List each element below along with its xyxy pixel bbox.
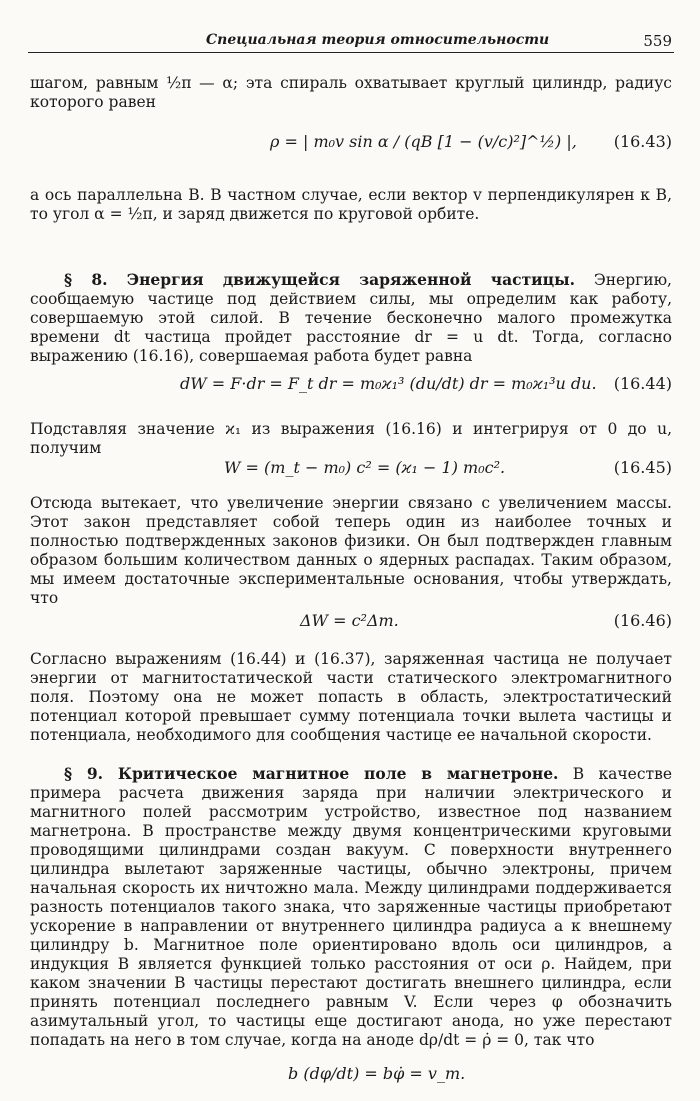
equation-number-16-46: (16.46) — [613, 611, 672, 630]
paragraph-6: Согласно выражениям (16.44) и (16.37), заряженная частица не получает энергии от магнитостатической части статического электромагнитного поля. Поэтому она не может попасть в область, электростатический потенциал которой превышает сумму потенциала точки вылета частицы и потенциала, необходимого для сообщения частице ее начальной скорости. — [30, 650, 672, 744]
running-header — [28, 30, 674, 53]
equation-16-46: ΔW = c²Δm. — [300, 611, 399, 630]
paragraph-2: а ось параллельна B. В частном случае, если вектор v перпендикулярен к B, то угол α = ½π, и заряд движется по круговой орбите. — [30, 186, 672, 223]
paragraph-4: Подставляя значение ϰ₁ из выражения (16.16) и интегрируя от 0 до u, получим — [30, 420, 672, 457]
section-8-paragraph — [30, 270, 672, 366]
section-8-heading: § 8. Энергия движущейся заряженной частицы. — [64, 270, 576, 289]
equation-number-16-43: (16.43) — [613, 132, 672, 151]
page-number: 559 — [643, 32, 672, 50]
running-title: Специальная теория относительности — [206, 32, 550, 48]
section-9-paragraph — [30, 764, 672, 1050]
equation-16-44: dW = F·dr = F_t dr = m₀ϰ₁³ (du/dt) dr = m₀ϰ₁³u du. — [180, 374, 597, 393]
section-9-text: В качестве примера расчета движения заряда при наличии электрического и магнитного полей рассмотрим устройство, известное под названием магнетрона. В пространстве между двумя концентрическими круговыми проводящими цилиндрами создан вакуум. С поверхности внутреннего цилиндра вылетают заряженные частицы, обычно электроны, причем начальная скорость их ничтожно мала. Между цилиндрами поддерживается разность потенциалов такого знака, что заряженные частицы приобретают ускорение в направлении от внутреннего цилиндра радиуса a к внешнему цилиндру b. Магнитное поле ориентировано вдоль оси цилиндров, а индукция B является функцией только расстояния от оси ρ. Найдем, при каком значении B частицы перестают достигать внешнего цилиндра, если принять потенциал последнего равным V. Если через φ обозначить азимутальный угол, то частицы еще достигают анода, но уже перестают попадать на него в том случае, когда на аноде dρ/dt = ρ̇ = 0, так что — [30, 765, 672, 1049]
equation-number-16-45: (16.45) — [613, 458, 672, 477]
section-8-text: Энергию, сообщаемую частице под действием силы, мы определим как работу, совершаемую этой силой. В течение бесконечно малого промежутка времени dt частица пройдет расстояние dr = u dt. Тогда, согласно выражению (16.16), совершаемая работа будет равна — [30, 271, 672, 365]
equation-16-45: W = (m_t − m₀) c² = (ϰ₁ − 1) m₀c². — [224, 458, 506, 477]
equation-angular-velocity: b (dφ/dt) = bφ̇ = v_m. — [288, 1064, 466, 1083]
paragraph-5: Отсюда вытекает, что увеличение энергии связано с увеличением массы. Этот закон представляет собой теперь один из наиболее точных и полностью подтвержденных законов физики. Он был подтвержден главным образом большим количеством данных о ядерных распадах. Таким образом, мы имеем достаточные экспериментальные основания, чтобы утверждать, что — [30, 494, 672, 607]
section-9-heading: § 9. Критическое магнитное поле в магнетроне. — [64, 764, 559, 783]
equation-number-16-44: (16.44) — [613, 374, 672, 393]
paragraph-1: шагом, равным ½π — α; эта спираль охватывает круглый цилиндр, радиус которого равен — [30, 74, 672, 111]
equation-16-43: ρ = | m₀v sin α / (qB [1 − (v/c)²]^½) |, — [270, 132, 577, 151]
